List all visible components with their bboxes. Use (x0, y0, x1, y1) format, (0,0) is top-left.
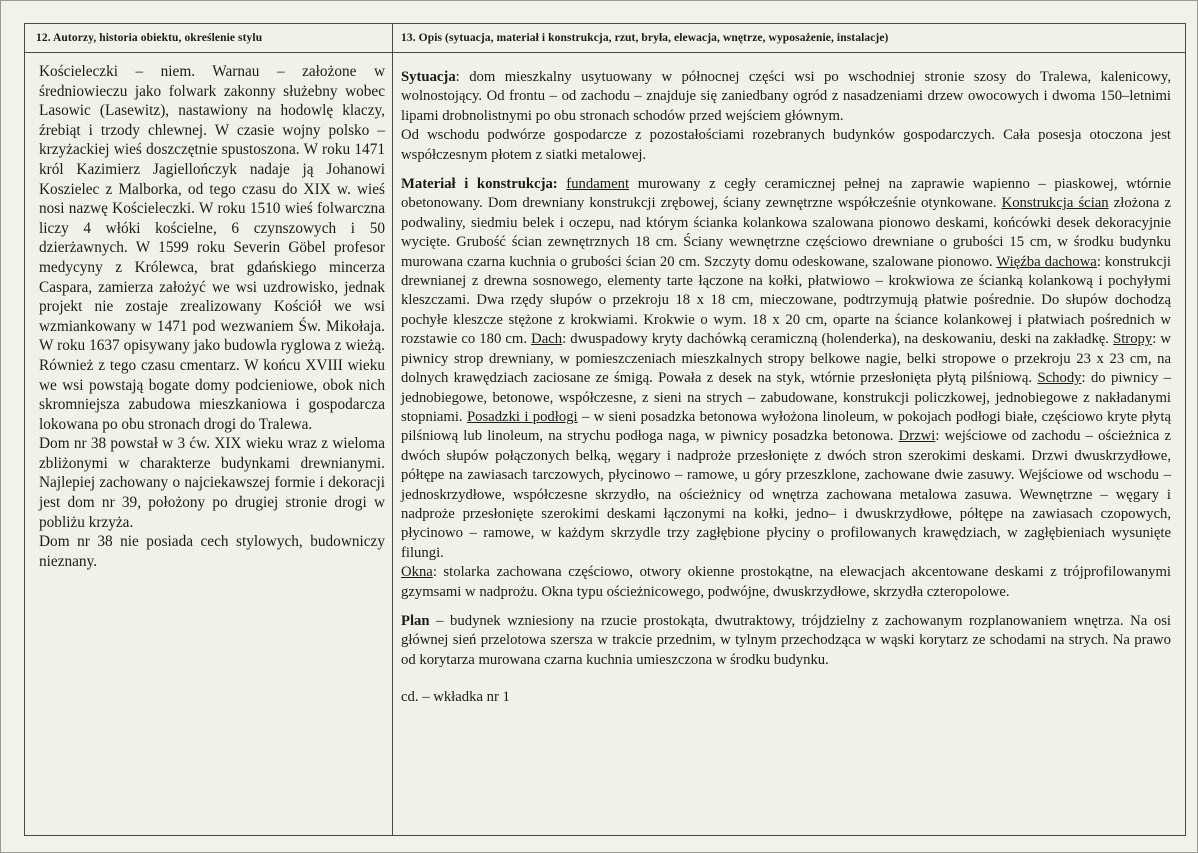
material-label: Materiał i konstrukcja: (401, 176, 558, 193)
plan-text: – budynek wzniesiony na rzucie prostokąta, dwutraktowy, trójdzielny z zachowanym rozplanowaniem wnętrza. Na osi głównej sień przelotowa szersza w trakcie przednim, w tylnym przechodząca w wąski korytarz ze schodami na strych. Na prawo od korytarza murowana czarna kuchnia umieszczona w środku budynku. (401, 612, 1171, 668)
drzwi-label: Drzwi (898, 428, 936, 445)
column-divider (392, 24, 393, 835)
okna-paragraph (401, 563, 1171, 602)
continuation-note: cd. – wkładka nr 1 (401, 689, 510, 706)
history-paragraph-3: Dom nr 38 nie posiada cech stylowych, budowniczy nieznany. (39, 533, 385, 570)
fundament-label: fundament (566, 176, 630, 193)
sytuacja-label: Sytuacja (401, 69, 456, 85)
history-column (39, 62, 385, 571)
stropy-label: Stropy (1113, 331, 1153, 348)
history-paragraph-2: Dom nr 38 powstał w 3 ćw. XIX wieku wraz z wieloma zbliżonymi w charakterze budynkami drewnianymi. Najlepiej zachowany o najciekawszej formie i dekoracji jest dom nr 39, położony po drugiej stronie drogi w pobliżu krzyża. (39, 435, 385, 531)
schody-label: Schody (1037, 370, 1082, 387)
posadzki-label: Posadzki i podłogi (466, 408, 578, 425)
dach-text: : dwuspadowy kryty dachówką ceramiczną (holenderka), na deskowaniu, deski na zakładkę. (562, 331, 1114, 348)
wiezba-text: : konstrukcji drewnianej z drewna sosnowego, elementy tarte łączone na kołki, płatwiowo – krokwiowa ze ścianką kolankową i pochyłymi kleszczami. Dwa rzędy słupów o przekroju 18 x 18 cm, mieczowane, podtrzymują płatwie pośrednie. Do słupów dochodzą pochyłe kleszcze stężone z krokwiami. Krokwie o wym. 18 x 20 cm, oparte na ściance kolankowej i płatwiach pośrednich w rozstawie co 180 cm. (401, 253, 1171, 348)
posadzki-text: – w sieni posadzka betonowa wyłożona linoleum, w pokojach podłogi białe, częściowo kryte płytą pilśniową lub linoleum, na strychu podłoga naga, w piwnicy posadzka betonowa. (401, 408, 1172, 445)
dach-label: Dach (531, 331, 563, 348)
form-frame (24, 23, 1186, 836)
schody-text: : do piwnicy – jednobiegowe, betonowe, współczesne, z sieni na strych – zabudowane, konstrukcji policzkowej, jednobiegowe z nakładanymi stopniami. (401, 370, 1171, 425)
plan-label: Plan (401, 612, 430, 629)
section-12-header: 12. Autorzy, historia obiektu, określenie stylu (36, 32, 263, 44)
stropy-text: : w piwnicy strop drewniany, w pomieszczeniach mieszkalnych stropy belkowe nagie, belki stropowe o przekroju 23 x 23 cm, na dolnych krawędziach zaciosane ze śmigą. Powała z desek na styk, wtórnie przesłonięta płytą pilśniową. (401, 331, 1171, 387)
fundament-text: murowany z cegły ceramicznej pełnej na zaprawie wapienno – piaskowej, wtórnie obetonowany. Dom drewniany konstrukcji zrębowej, ściany zewnętrzne współcześnie otynkowane. (401, 176, 1171, 212)
drzwi-text: : wejściowe od zachodu – ościeżnica z dwóch słupów połączonych belką, węgary i nadproże przesłonięte z dwóch stron szerokimi deskami. Drzwi dwuskrzydłowe, półtępe na zawiasach tarczowych, płycinowo – ramowe, u góry przeszklone, zachowane dwie zasuwy. Wejściowe od wschodu – jednoskrzydłowe, współczesne skrzydło, na ościeżnicy od wnętrza zachowana metalowa zasuwa. Wewnętrzne – węgary i nadproże przesłonięte szerokimi deskami łączonymi na kołki, jedno– i dwuskrzydłowe, półtępe na zawiasach czopowych, płycinowo – ramowe, w każdym skrzydle trzy zagłębione płyciny o profilowanych krawędziach, w zagłębieniach wysunięte filungi. (401, 428, 1172, 561)
okna-label: Okna (401, 564, 433, 581)
konstrukcja-text: złożona z podwaliny, siedmiu belek i oczepu, nad którym ścianka kolankowa szalowana pionowo deskami, końcówki desek dekoracyjnie wycięte. Grubość ścian zewnętrznych 18 cm. Ściany wewnętrzne częściowo drewniane o grubości 15 cm, w środku budynku murowana czarna kuchnia o grubości ścian 20 cm. Szczyty domu odeskowane, szalowane pionowo. (401, 195, 1171, 270)
history-paragraph-1: Kościeleczki – niem. Warnau – założone w średniowieczu jako folwark zakonny służebny wobec Lasowic (Lasewitz), nastawiony na hodowlę klaczy, źrebiąt i trzody chlewnej. W czasie wojny polsko – krzyżackiej wieś doszczętnie spustoszona. W roku 1471 król Kazimierz Jagiellończyk nadaje ją Johanowi Koszielec z Malborka, od tego czasu do XIX w. wieś nosi nazwę Kościeleczki. W roku 1510 wieś folwarczna liczy 4 włóki kościelne, 6 czynszowych i 50 dzierżawnych. W 1599 roku Severin Göbel profesor medycyny z Królewca, brat gdańskiego mincerza Caspara, zamierza założyć we wsi uzdrowisko, jednak projekt nie zostaje zrealizowany Kościół we wsi wzmiankowany w 1471 pod wezwaniem Św. Mikołaja. W roku 1637 opisywany jako budowla ryglowa z wieżą. Również z tego czasu cmentarz. W końcu XVIII wieku we wsi powstają bogate domy podcieniowe, obok nich skromniejsza zabudowa mieszkaniowa i gospodarcza lokowana po obu stronach drogi do Tralewa. (39, 63, 385, 433)
okna-text: : stolarka zachowana częściowo, otwory okienne prostokątne, na elewacjach akcentowane deskami z trójprofilowanymi gzymsami w nadprożu. Okna typu ościeżnicowego, podwójne, dwuskrzydłowe, skrzydła czteropolowe. (401, 564, 1171, 600)
sytuacja-paragraph-2: Od wschodu podwórze gospodarcze z pozostałościami rozebranych budynków gospodarczych. Cała posesja otoczona jest współczesnym płotem z siatki metalowej. (401, 127, 1171, 163)
material-paragraph (401, 175, 1171, 563)
konstrukcja-label: Konstrukcja ścian (1001, 195, 1109, 212)
sytuacja-text: : dom mieszkalny usytuowany w północnej części wsi po wschodniej stronie szosy do Tralewa, kalenicowy, wolnostojący. Od frontu – od zachodu – znajduje się zaniedbany ogród z nasadzeniami drzew owocowych i dwoma 150–letnimi lipami drobnolistnymi po obu stronach schodów przed wejściem głównym. (401, 69, 1171, 124)
section-13-header: 13. Opis (sytuacja, materiał i konstrukcja, rzut, bryła, elewacja, wnętrze, wyposażenie, instalacje) (401, 32, 889, 44)
wiezba-label: Więźba dachowa (996, 253, 1097, 270)
description-column (401, 68, 1171, 708)
sytuacja-paragraph (401, 68, 1171, 126)
header-rule (25, 52, 1185, 53)
plan-paragraph (401, 612, 1171, 670)
